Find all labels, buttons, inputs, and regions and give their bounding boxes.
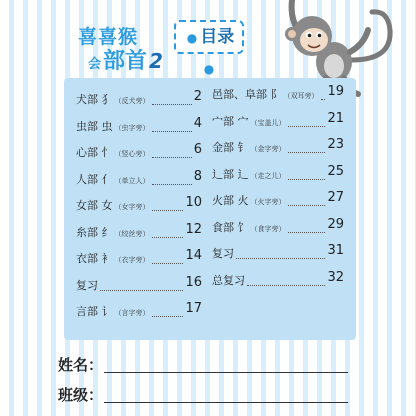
toc-entry-page: 21 xyxy=(327,110,344,126)
toc-entry-name: 复习 xyxy=(212,247,234,260)
toc-entry-name: 辶部 辶 xyxy=(212,167,249,181)
toc-entry xyxy=(76,115,202,134)
toc-entry-note: （金字旁） xyxy=(250,145,286,153)
toc-entry-name: 火部 火 xyxy=(212,194,249,207)
toc-entry-page: 23 xyxy=(327,137,344,152)
toc-entry xyxy=(212,163,344,182)
toc-entry-name: 总复习 xyxy=(212,273,245,287)
toc-entry-page: 31 xyxy=(327,243,344,258)
toc-leader-dots xyxy=(152,263,183,264)
toc-entry-name: 食部 饣 xyxy=(212,220,249,234)
toc-entry-page: 14 xyxy=(185,248,202,263)
toc-leader-dots xyxy=(288,152,325,153)
toc-entry-page: 16 xyxy=(185,274,202,290)
toc-badge xyxy=(174,20,244,76)
toc-entry-note: （竖心旁） xyxy=(114,150,150,158)
class-field[interactable] xyxy=(104,402,348,403)
toc-leader-dots xyxy=(152,316,183,317)
toc-entry-note: （双耳旁） xyxy=(283,92,319,100)
toc-leader-dots xyxy=(152,131,192,132)
toc-entry xyxy=(76,195,202,213)
toc-entry-page: 19 xyxy=(327,84,344,99)
toc-entry-name: 糸部 纟 xyxy=(76,225,113,239)
toc-leader-dots xyxy=(100,290,183,291)
toc-entry-name: 人部 亻 xyxy=(76,172,113,186)
volume-number: 2 xyxy=(149,49,163,73)
toc-leader-dots xyxy=(247,285,325,286)
toc-entry-note: （反犬旁） xyxy=(114,97,150,105)
toc-leader-dots xyxy=(288,205,325,206)
toc-leader-dots xyxy=(288,232,325,233)
toc-entry xyxy=(212,84,344,102)
toc-entry-name: 邑部、阜部 阝 xyxy=(212,88,282,101)
toc-entry xyxy=(212,190,344,208)
toc-entry-note: （虫字旁） xyxy=(114,123,150,132)
toc-entry-name: 心部 忄 xyxy=(76,146,113,159)
toc-entry-name: 犬部 犭 xyxy=(76,93,113,106)
toc-entry-page: 10 xyxy=(185,195,202,210)
toc-entry xyxy=(212,137,344,155)
class-label: 班级： xyxy=(58,386,104,404)
name-label: 姓名： xyxy=(58,356,104,374)
series-subtitle xyxy=(88,44,163,75)
toc-entry-note: （衣字旁） xyxy=(114,256,150,264)
toc-entry-page: 8 xyxy=(193,168,202,184)
toc-label: 目录 xyxy=(200,27,235,47)
toc-entry-note: （走之儿） xyxy=(250,171,286,180)
toc-leader-dots xyxy=(152,237,183,238)
toc-entry xyxy=(76,274,202,293)
toc-entry-page: 27 xyxy=(327,190,344,205)
toc-entry-note: （绞丝旁） xyxy=(114,229,150,238)
toc-leader-dots xyxy=(152,157,192,158)
toc-leader-dots xyxy=(236,258,325,259)
toc-entry xyxy=(212,110,344,129)
toc-entry-page: 17 xyxy=(185,301,202,316)
toc-entry xyxy=(212,216,344,235)
toc-entry-name: 衣部 衤 xyxy=(76,252,113,265)
toc-entry xyxy=(76,168,202,187)
subtitle-main: 部首 xyxy=(103,49,148,74)
toc-entry-name: 虫部 虫 xyxy=(76,119,113,133)
toc-entry-page: 12 xyxy=(185,221,202,237)
series-title: 喜喜猴 xyxy=(78,26,139,48)
toc-leader-dots xyxy=(152,104,192,105)
toc-entry-note: （宝盖儿） xyxy=(250,118,286,127)
toc-entry-name: 宀部 宀 xyxy=(212,114,249,128)
toc-entry-page: 4 xyxy=(193,115,202,131)
toc-leader-dots xyxy=(288,126,325,127)
dot-icon: ● xyxy=(203,62,215,76)
toc-entry-note: （女字旁） xyxy=(114,203,150,211)
toc-entry-note: （火字旁） xyxy=(250,198,286,206)
toc-entry-note: （食字旁） xyxy=(250,224,286,233)
toc-entry xyxy=(76,89,202,107)
toc-leader-dots xyxy=(288,179,325,180)
toc-entry-note: （言字旁） xyxy=(114,309,150,317)
toc-leader-dots xyxy=(152,210,183,211)
toc-entry-name: 复习 xyxy=(76,278,98,292)
toc-entry-name: 金部 钅 xyxy=(212,141,249,154)
toc-entry-page: 32 xyxy=(327,269,344,285)
toc-entry xyxy=(212,243,344,261)
toc-entry-note: （单立人） xyxy=(114,176,150,185)
toc-entry-name: 女部 女 xyxy=(76,199,113,212)
toc-entry xyxy=(76,248,202,266)
toc-leader-dots xyxy=(321,99,325,100)
toc-entry-name: 言部 讠 xyxy=(76,305,113,318)
toc-leader-dots xyxy=(152,184,192,185)
dot-icon: ● xyxy=(186,31,198,45)
toc-entry-page: 25 xyxy=(327,163,344,179)
name-field[interactable] xyxy=(104,372,348,373)
toc-entry-page: 29 xyxy=(327,216,344,232)
toc-entry-page: 2 xyxy=(193,89,202,104)
toc-entry xyxy=(76,301,202,319)
toc-entry xyxy=(76,142,202,160)
toc-entry xyxy=(212,269,344,288)
toc-entry xyxy=(76,221,202,240)
subtitle-small: 会 xyxy=(88,57,102,72)
toc-entry-page: 6 xyxy=(193,142,202,157)
